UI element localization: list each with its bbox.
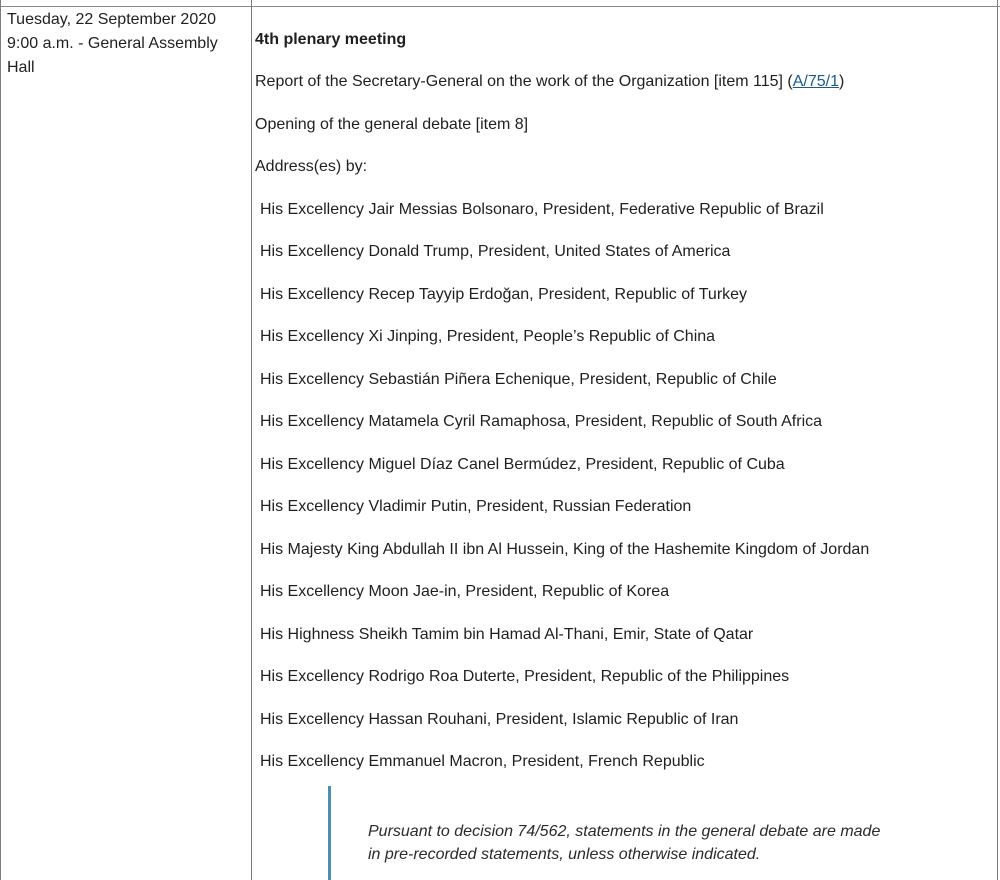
speaker-list-item: His Excellency Rodrigo Roa Duterte, President, Republic of the Philippines xyxy=(260,668,790,685)
speaker-list-item: His Excellency Moon Jae-in, President, Republic of Korea xyxy=(260,583,670,600)
meeting-details-cell xyxy=(255,0,995,880)
speaker-list-item: His Excellency Xi Jinping, President, People’s Republic of China xyxy=(260,328,716,345)
report-document-link[interactable]: A/75/1 xyxy=(792,73,840,90)
column-divider xyxy=(251,0,252,880)
speaker-list-item: His Excellency Hassan Rouhani, President, Islamic Republic of Iran xyxy=(260,711,739,728)
note-accent-bar xyxy=(328,786,331,880)
meeting-date: Tuesday, 22 September 2020 xyxy=(7,11,217,28)
speaker-list-item: His Highness Sheikh Tamim bin Hamad Al-Thani, Emir, State of Qatar xyxy=(260,626,754,643)
general-debate-item: Opening of the general debate [item 8] xyxy=(255,116,529,133)
speaker-list-item: His Excellency Emmanuel Macron, President, French Republic xyxy=(260,753,705,770)
speaker-list-item: His Excellency Recep Tayyip Erdoğan, President, Republic of Turkey xyxy=(260,286,748,303)
speaker-list-item: His Excellency Matamela Cyril Ramaphosa, President, Republic of South Africa xyxy=(260,413,823,430)
date-time-cell xyxy=(7,8,247,80)
speaker-list-item: His Excellency Donald Trump, President, United States of America xyxy=(260,243,731,260)
meeting-time-location: 9:00 a.m. - General Assembly xyxy=(7,35,218,52)
speaker-list-item: His Excellency Miguel Díaz Canel Bermúdez, President, Republic of Cuba xyxy=(260,456,785,473)
report-item xyxy=(255,73,844,91)
speaker-list-item: His Excellency Vladimir Putin, President, Russian Federation xyxy=(260,498,692,515)
speaker-list-item: His Excellency Jair Messias Bolsonaro, President, Federative Republic of Brazil xyxy=(260,201,824,218)
pre-recorded-note xyxy=(368,820,968,866)
addresses-heading: Address(es) by: xyxy=(255,158,368,175)
report-text: Report of the Secretary-General on the work of the Organization [item 115] ( xyxy=(255,73,793,90)
report-suffix: ) xyxy=(839,73,845,90)
speaker-list-item: His Excellency Sebastián Piñera Echenique, President, Republic of Chile xyxy=(260,371,777,388)
speaker-list-item: His Majesty King Abdullah II ibn Al Hussein, King of the Hashemite Kingdom of Jordan xyxy=(260,541,870,558)
meeting-title: 4th plenary meeting xyxy=(255,31,407,48)
meeting-location-continued: Hall xyxy=(7,59,35,76)
note-line-1: Pursuant to decision 74/562, statements in the general debate are made xyxy=(368,823,881,840)
note-line-2: in pre-recorded statements, unless otherwise indicated. xyxy=(368,846,761,863)
